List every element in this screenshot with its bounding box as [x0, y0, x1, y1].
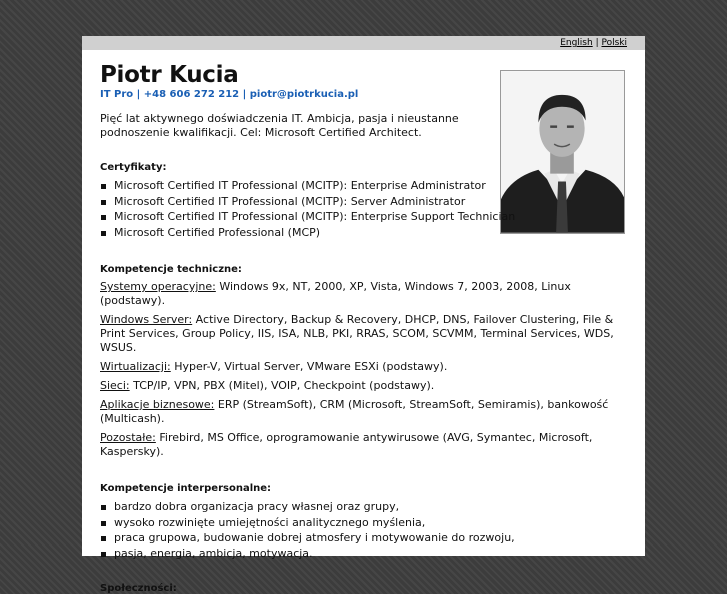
- list-item: Microsoft Certified IT Professional (MCITP): Enterprise Support Technician: [100, 209, 627, 225]
- skill-label: Systemy operacyjne:: [100, 280, 216, 293]
- person-name: Piotr Kucia: [100, 62, 239, 88]
- list-item: Microsoft Certified Professional (MCP): [100, 225, 627, 241]
- skill-value: Firebird, MS Office, oprogramowanie antywirusowe (AVG, Symantec, Microsoft, Kaspersky).: [100, 431, 593, 458]
- skill-value: Active Directory, Backup & Recovery, DHCP, DNS, Failover Clustering, File & Print Services, Group Policy, IIS, ISA, NLB, PKI, RRAS, SCOM, SCVMM, Terminal Services, WDS, WSUS.: [100, 313, 614, 354]
- cv-content: [82, 50, 645, 594]
- skill-value: TCP/IP, VPN, PBX (Mitel), VOIP, Checkpoint (podstawy).: [129, 379, 435, 392]
- certifications-list: [100, 178, 627, 240]
- list-item: praca grupowa, budowanie dobrej atmosfery i motywowanie do rozwoju,: [100, 530, 627, 546]
- skill-label: Sieci:: [100, 379, 130, 392]
- skill-label: Pozostałe:: [100, 431, 156, 444]
- technical-skills-heading: Kompetencje techniczne:: [100, 264, 242, 275]
- lang-polski-link[interactable]: Polski: [601, 38, 627, 48]
- lang-separator: |: [595, 38, 599, 48]
- interpersonal-list: [100, 499, 627, 561]
- certifications-heading: Certyfikaty:: [100, 162, 167, 173]
- list-item: bardzo dobra organizacja pracy własnej oraz grupy,: [100, 499, 627, 515]
- skill-row: [100, 280, 627, 308]
- skill-row: [100, 379, 627, 393]
- skill-label: Windows Server:: [100, 313, 193, 326]
- skill-value: Hyper-V, Virtual Server, VMware ESXi (podstawy).: [170, 360, 448, 373]
- skill-label: Wirtualizacji:: [100, 360, 171, 373]
- list-item: wysoko rozwinięte umiejętności analitycznego myślenia,: [100, 515, 627, 531]
- cv-page: [82, 36, 645, 594]
- list-item: Microsoft Certified IT Professional (MCITP): Enterprise Administrator: [100, 178, 627, 194]
- skill-row: [100, 398, 627, 426]
- skill-value: Windows 9x, NT, 2000, XP, Vista, Windows 7, 2003, 2008, Linux (podstawy).: [100, 280, 571, 307]
- lang-english-link[interactable]: English: [560, 38, 593, 48]
- intro-text: Pięć lat aktywnego doświadczenia IT. Ambicja, pasja i nieustanne podnoszenie kwalifikacji. Cel: Microsoft Certified Architect.: [100, 112, 459, 139]
- contact-line: IT Pro | +48 606 272 212 | piotr@piotrkucia.pl: [100, 89, 359, 100]
- language-bar: [82, 36, 645, 50]
- skill-row: [100, 431, 627, 459]
- communities-heading: Społeczności:: [100, 583, 177, 594]
- list-item: Microsoft Certified IT Professional (MCITP): Server Administrator: [100, 194, 627, 210]
- skill-label: Aplikacje biznesowe:: [100, 398, 215, 411]
- skill-row: [100, 360, 627, 374]
- interpersonal-skills-heading: Kompetencje interpersonalne:: [100, 483, 272, 494]
- list-item: pasja, energia, ambicja, motywacja.: [100, 546, 627, 562]
- skill-row: [100, 313, 627, 355]
- skill-value: ERP (StreamSoft), CRM (Microsoft, StreamSoft, Semiramis), bankowość (Multicash).: [100, 398, 609, 425]
